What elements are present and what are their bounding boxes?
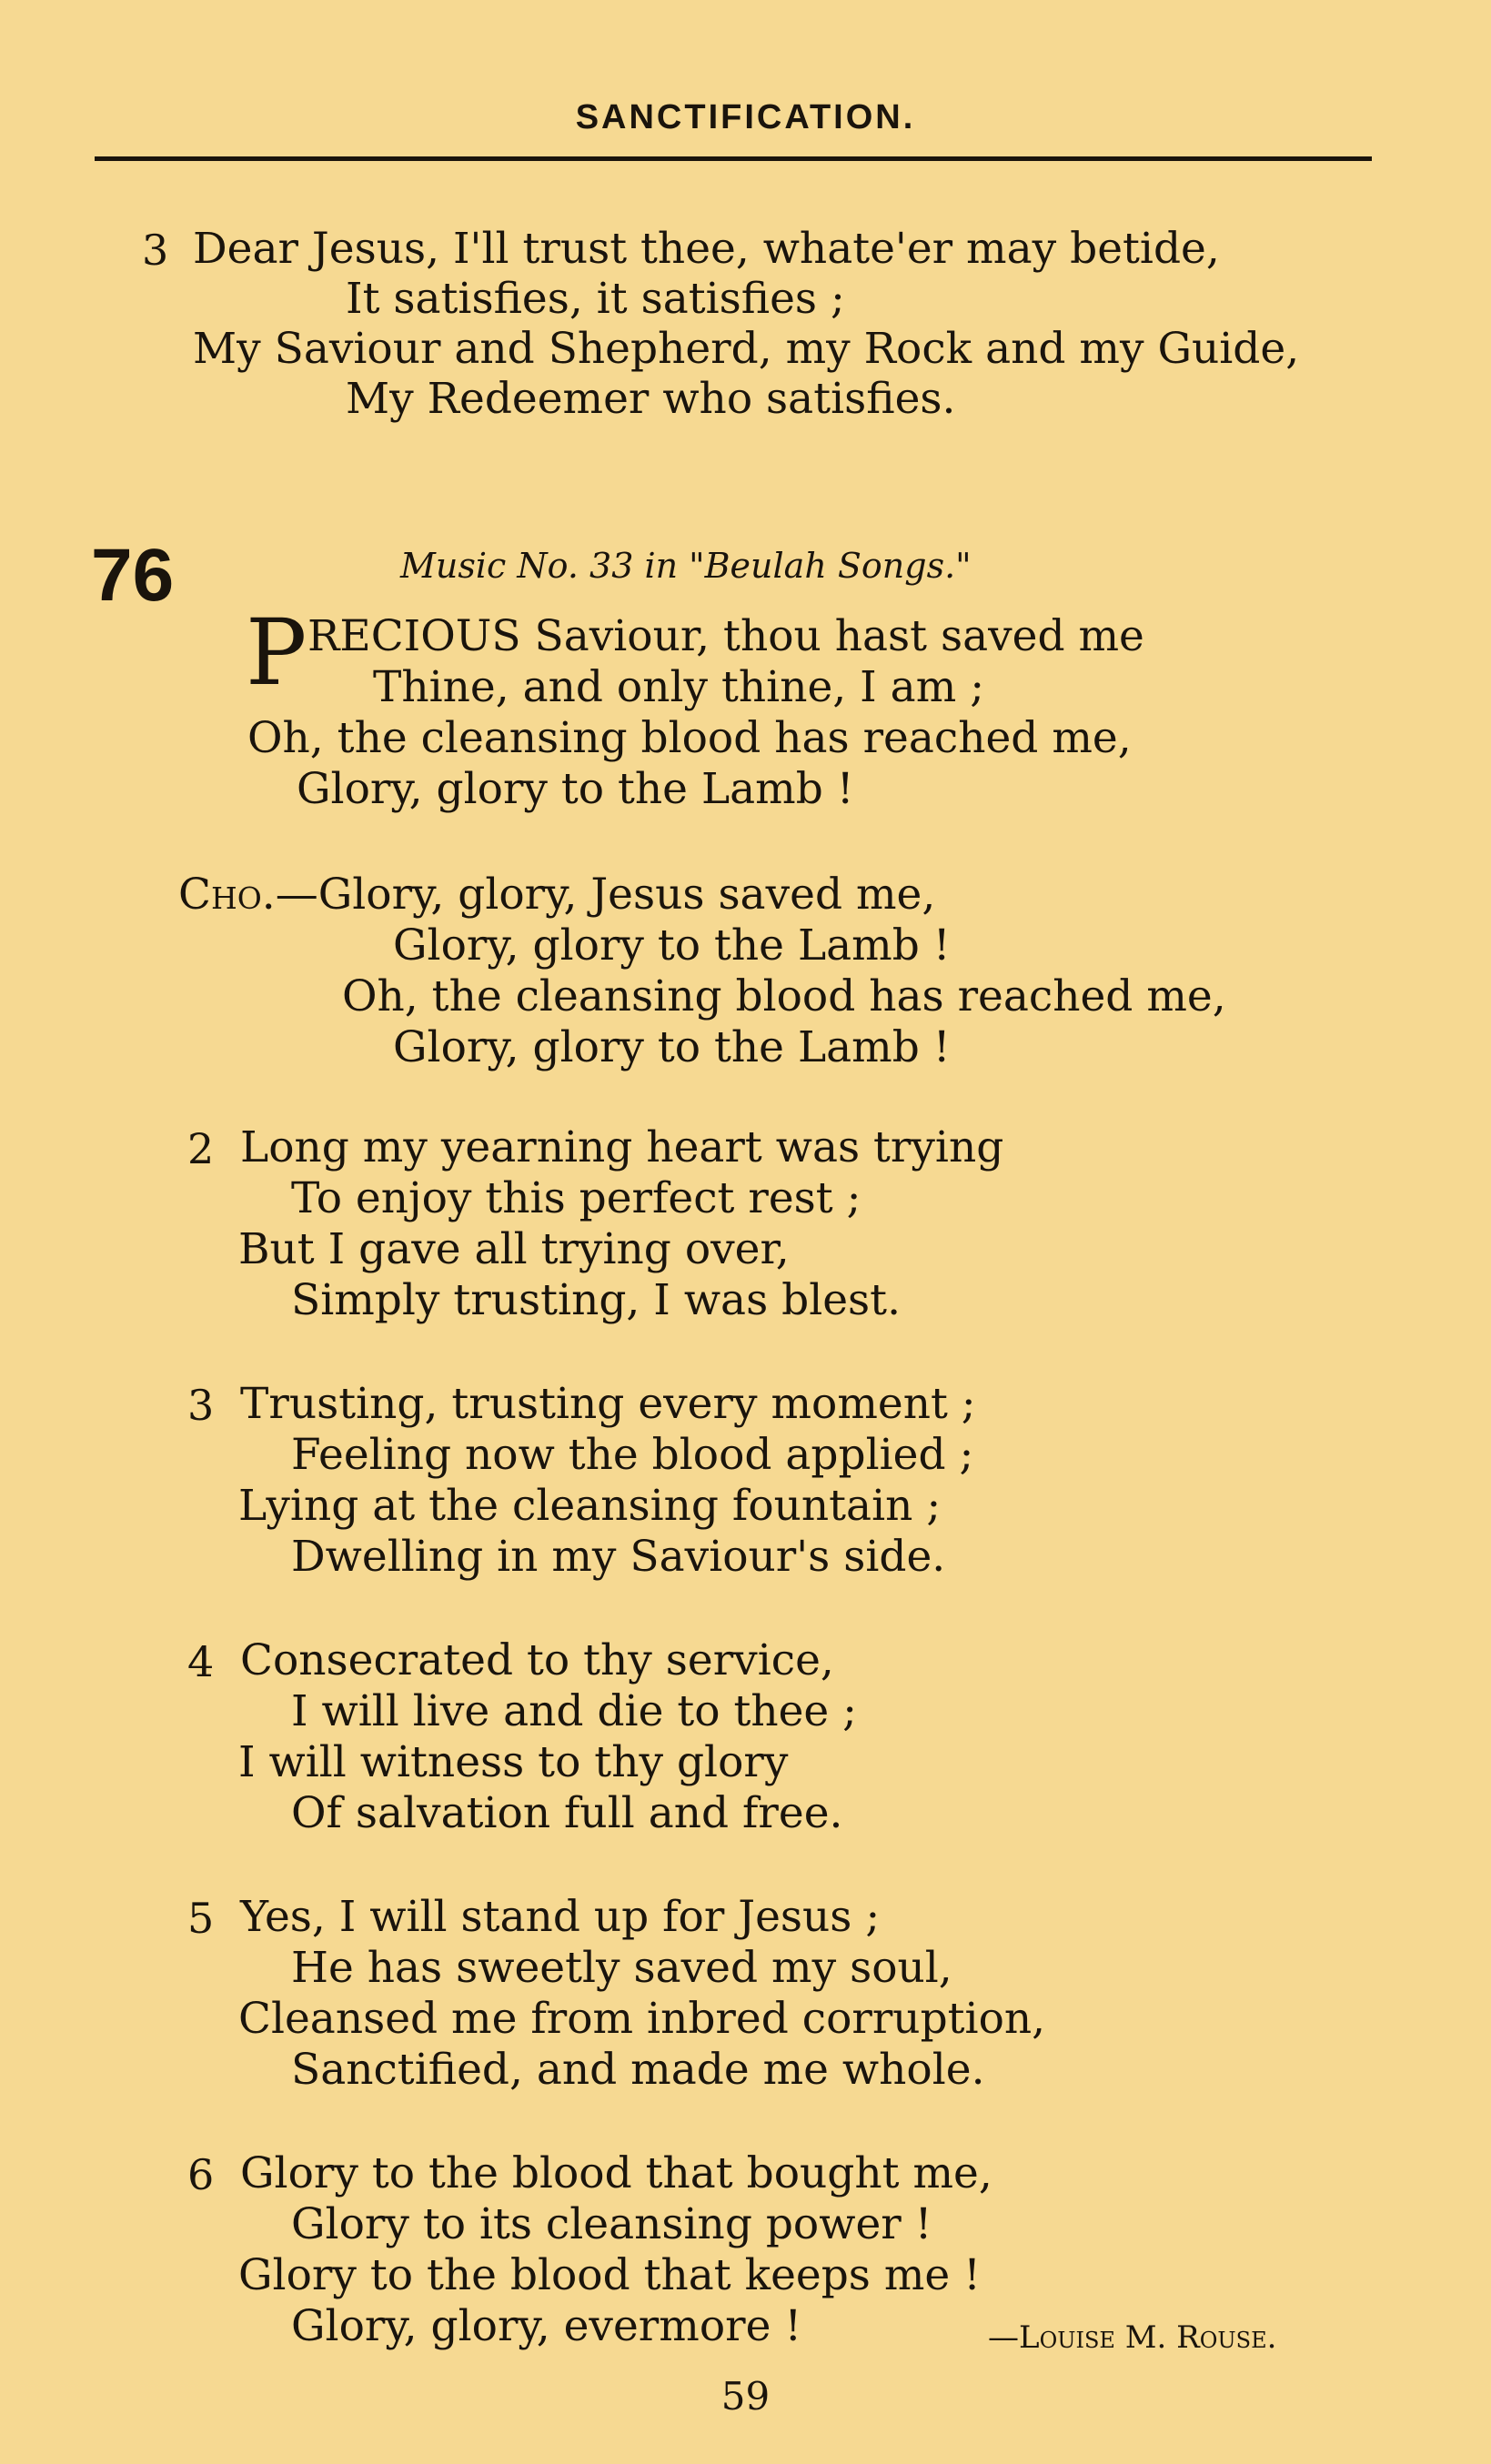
verse-line: To enjoy this perfect rest ; [291,1173,861,1223]
hymn-author: —Louise M. Rouse. [988,2319,1277,2356]
music-reference: Music No. 33 in "Beulah Songs." [400,546,972,586]
verse-line: I will live and die to thee ; [291,1686,858,1736]
chorus-line: Glory, glory to the Lamb ! [393,1022,951,1072]
verse-line: Glory to the blood that bought me, [240,2148,992,2198]
verse-number: 3 [142,226,169,275]
chorus-line: Glory, glory to the Lamb ! [393,920,951,971]
verse-line: My Redeemer who satisfies. [346,374,956,424]
verse-line: My Saviour and Shepherd, my Rock and my Guide, [193,324,1300,374]
verse-number: 2 [187,1124,215,1173]
chorus-label: Cho. [178,870,276,920]
verse-line: It satisfies, it satisfies ; [346,274,845,324]
verse-number: 4 [187,1637,215,1686]
verse-line: Dear Jesus, I'll trust thee, whate'er may betide, [193,224,1220,274]
verse-line: I will witness to thy glory [238,1737,789,1787]
page-number: 59 [720,2374,771,2419]
drop-cap: P [246,599,307,706]
verse-line: Oh, the cleansing blood has reached me, [247,713,1132,763]
verse-line: Glory to the blood that keeps me ! [238,2250,982,2300]
verse-line: Lying at the cleansing fountain ; [238,1481,942,1531]
verse-number: 6 [187,2150,215,2199]
verse-line: Feeling now the blood applied ; [291,1430,974,1480]
verse-number: 3 [187,1381,215,1430]
verse-line: Glory, glory, evermore ! [291,2301,802,2351]
verse-line: Cleansed me from inbred corruption, [238,1994,1046,2044]
verse-line: Dwelling in my Saviour's side. [291,1532,946,1582]
verse-line: Yes, I will stand up for Jesus ; [240,1892,881,1942]
chorus-line: Oh, the cleansing blood has reached me, [342,971,1226,1021]
verse-line: Glory, glory to the Lamb ! [297,764,854,814]
page-header: SANCTIFICATION. [575,98,916,136]
verse-line: Glory to its cleansing power ! [291,2199,932,2249]
verse-line: But I gave all trying over, [238,1224,790,1274]
verse-line: Of salvation full and free. [291,1788,843,1838]
verse-line: Trusting, trusting every moment ; [240,1379,976,1429]
hymn-number: 76 [91,534,175,617]
verse-line: Simply trusting, I was blest. [291,1275,902,1325]
verse-line: RECIOUS Saviour, thou hast saved me [307,611,1144,661]
chorus-first-line [178,870,936,920]
verse-number: 5 [187,1894,215,1943]
verse-line: Long my yearning heart was trying [240,1122,1004,1172]
verse-line: Sanctified, and made me whole. [291,2045,985,2095]
verse-line: Consecrated to thy service, [240,1635,834,1685]
verse-line: Thine, and only thine, I am ; [373,662,985,712]
chorus-line: —Glory, glory, Jesus saved me, [275,870,936,920]
verse-line: He has sweetly saved my soul, [291,1943,952,1993]
header-rule [95,156,1372,161]
